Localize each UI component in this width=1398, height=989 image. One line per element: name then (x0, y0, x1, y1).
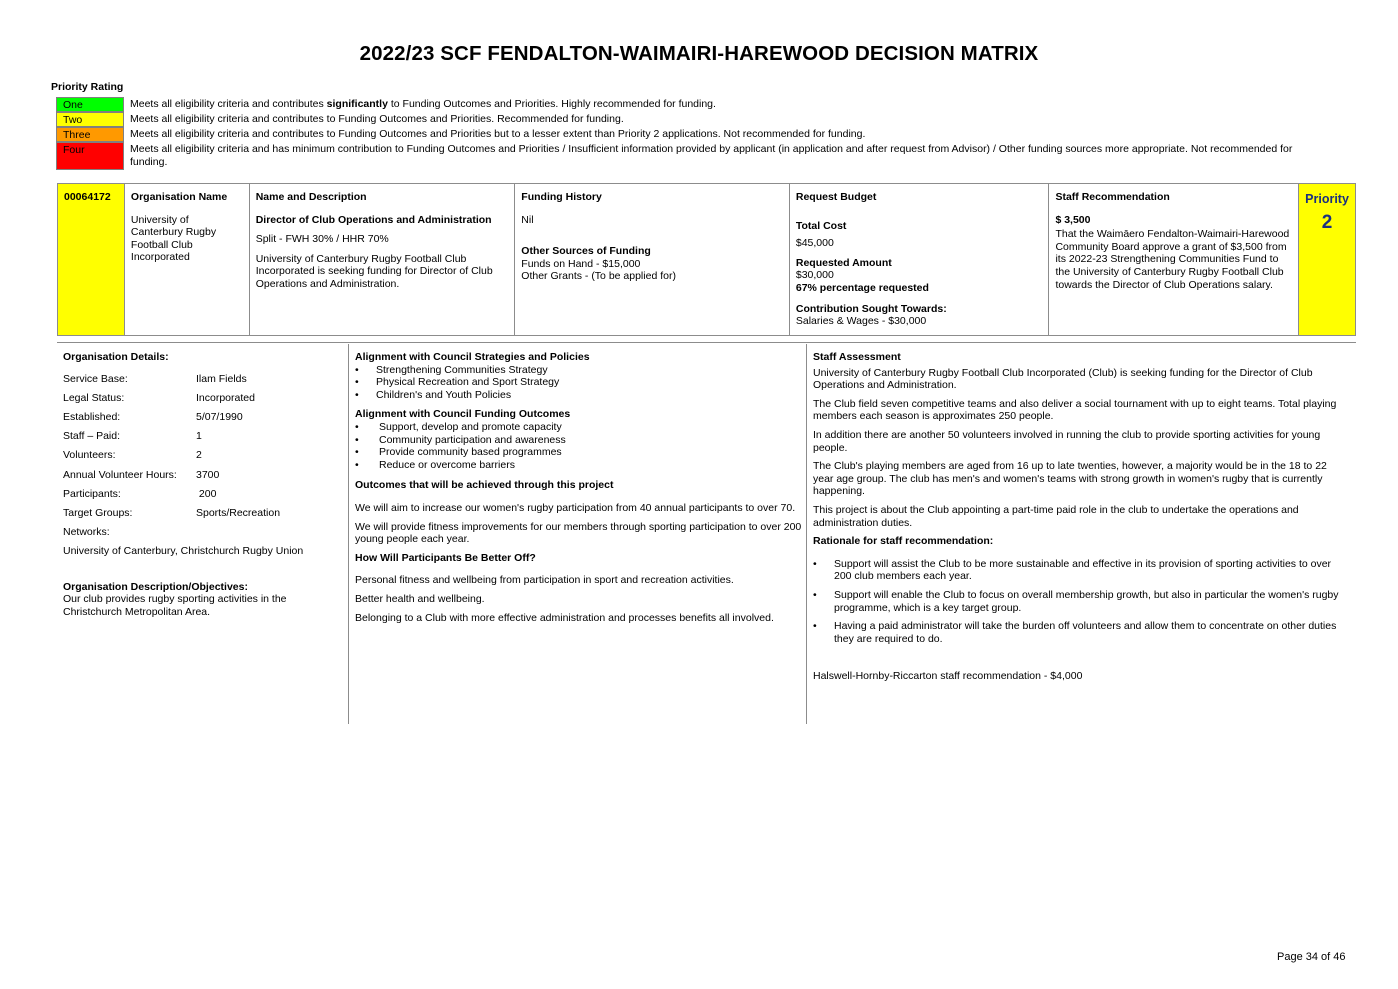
legend-text-one-bold: significantly (326, 98, 388, 110)
column-divider (348, 344, 349, 724)
detail-value: Ilam Fields (196, 372, 247, 385)
org-description: Our club provides rugby sporting activities in the Christchurch Metropolitan Area. (63, 593, 287, 619)
detail-value: 1 (196, 430, 202, 443)
funding-history-heading: Funding History (521, 191, 602, 203)
staff-recommendation-amount: $ 3,500 (1055, 213, 1091, 226)
legend-row-four (56, 142, 1316, 170)
requested-amount-label: Requested Amount (795, 256, 892, 269)
org-description-heading: Organisation Description/Objectives: (63, 580, 248, 593)
detail-row (63, 469, 343, 488)
detail-value: Incorporated (196, 391, 255, 404)
assessment-paragraph: University of Canterbury Rugby Football Club Incorporated (Club) is seeking funding for the Director of Club Operations and Administration. (813, 366, 1313, 392)
legend-row-one (56, 97, 1316, 112)
detail-row (63, 411, 343, 430)
rationale-heading: Rationale for staff recommendation: (813, 535, 994, 548)
list-item: • Provide community based programmes (355, 446, 803, 459)
alignment-section (355, 351, 803, 630)
detail-value: 200 (196, 487, 217, 500)
list-item: • Support will enable the Club to focus on overall membership growth, but also in particular the women's rugby programme, which is a key target group. (813, 589, 1349, 614)
achieved-heading: Outcomes that will be achieved through this project (355, 479, 614, 492)
legend-text-two: Meets all eligibility criteria and contributes to Funding Outcomes and Priorities. Recommended for funding. (130, 113, 624, 125)
staff-recommendation-text: That the Waimāero Fendalton-Waimairi-Harewood Community Board approve a grant of $3,500 from its 2022-23 Strengthening Communities Fund to the University of Canterbury Rugby Football Club towards the Director of Club Operations salary. (1055, 228, 1290, 291)
application-id: 00064172 (58, 184, 125, 335)
project-description: University of Canterbury Rugby Football Club Incorporated is seeking funding for Director of Club Operations and Administration. (255, 252, 493, 290)
legend-text-one (124, 97, 1316, 111)
detail-value: 5/07/1990 (196, 410, 243, 423)
staff-assessment-heading: Staff Assessment (813, 351, 901, 363)
detail-row (63, 507, 343, 526)
detail-value: 3700 (196, 468, 220, 481)
legend-row-three (56, 127, 1316, 142)
detail-row (63, 526, 343, 545)
detail-key: Service Base: (63, 372, 128, 385)
detail-value: 2 (196, 449, 202, 462)
legend-swatch-one: One (56, 97, 124, 112)
rationale-list (813, 558, 1349, 646)
total-cost-value: $45,000 (795, 237, 834, 250)
detail-row (63, 449, 343, 468)
contribution-value: Salaries & Wages - $30,000 (795, 315, 927, 328)
achieved-item: We will aim to increase our women's rugby participation from 40 annual participants to over 70. (355, 501, 796, 514)
other-source-item: Other Grants - (To be applied for) (521, 270, 676, 283)
outcomes-list (355, 421, 803, 471)
better-off-item: Belonging to a Club with more effective administration and processes benefits all involved. (355, 611, 774, 624)
list-item: • Reduce or overcome barriers (355, 459, 803, 472)
name-description-heading: Name and Description (255, 191, 367, 203)
other-board-recommendation: Halswell-Hornby-Riccarton staff recommendation - $4,000 (813, 670, 1083, 683)
funding-split: Split - FWH 30% / HHR 70% (255, 233, 389, 246)
page-title: 2022/23 SCF FENDALTON-WAIMAIRI-HAREWOOD DECISION MATRIX (359, 42, 1039, 65)
list-item: • Strengthening Communities Strategy (355, 364, 803, 377)
priority-legend (56, 97, 1316, 170)
detail-key: Networks: (63, 526, 110, 539)
legend-text-three: Meets all eligibility criteria and contributes to Funding Outcomes and Priorities but to a lesser extent than Priority 2 applications. Not recommended for funding. (130, 128, 866, 140)
legend-swatch-two: Two (56, 112, 124, 127)
staff-recommendation-cell (1049, 184, 1299, 335)
assessment-paragraph: This project is about the Club appointing a part-time paid role in the club to undertake the operations and administration duties. (813, 503, 1299, 529)
contribution-label: Contribution Sought Towards: (795, 302, 947, 315)
legend-text-one-pre: Meets all eligibility criteria and contributes (130, 98, 327, 110)
list-item: • Children's and Youth Policies (355, 389, 803, 402)
detail-key: Staff – Paid: (63, 430, 121, 443)
legend-text-four: Meets all eligibility criteria and has minimum contribution to Funding Outcomes and Priorities / Insufficient information provided by applicant (in application and after request from Advisor) / Other funding sources more appropriate. Not recommended for funding. (130, 143, 1293, 168)
section-divider (57, 342, 1356, 343)
achieved-item: We will provide fitness improvements for our members through sporting participation to over 200 young people each year. (355, 520, 802, 546)
org-details-heading: Organisation Details: (63, 351, 169, 363)
priority-label: Priority (1305, 192, 1349, 206)
priority-rating-heading: Priority Rating (51, 81, 124, 93)
org-name: University of Canterbury Rugby Football Club Incorporated (130, 213, 217, 264)
detail-key: Target Groups: (63, 506, 133, 519)
organisation-details (63, 351, 343, 619)
detail-row (63, 373, 343, 392)
org-name-cell (125, 184, 250, 335)
project-title: Director of Club Operations and Administration (255, 213, 492, 226)
detail-row (63, 430, 343, 449)
decision-matrix-row (57, 183, 1356, 336)
better-off-item: Better health and wellbeing. (355, 592, 485, 605)
better-off-heading: How Will Participants Be Better Off? (355, 551, 536, 564)
other-sources-heading: Other Sources of Funding (521, 245, 651, 258)
legend-row-two (56, 112, 1316, 127)
detail-key: Established: (63, 410, 121, 423)
detail-key: Legal Status: (63, 391, 125, 404)
assessment-paragraph: The Club's playing members are aged from 16 up to late twenties, however, a majority would be in the 18 to 22 year age group. The club has men's and women's teams with strong growth in women's rugby that is currently happening. (813, 460, 1327, 498)
detail-value: Sports/Recreation (196, 506, 281, 519)
funding-history-value: Nil (521, 213, 534, 226)
page-number: Page 34 of 46 (1277, 951, 1346, 963)
other-source-item: Funds on Hand - $15,000 (521, 257, 641, 270)
outcomes-heading: Alignment with Council Funding Outcomes (355, 408, 571, 421)
strategies-heading: Alignment with Council Strategies and Policies (355, 351, 590, 363)
legend-text-one-post: to Funding Outcomes and Priorities. Highly recommended for funding. (387, 98, 716, 110)
list-item: • Having a paid administrator will take the burden off volunteers and allow them to concentrate on other duties they are required to do. (813, 620, 1349, 645)
networks-value: University of Canterbury, Christchurch Rugby Union (63, 545, 304, 558)
assessment-paragraph: The Club field seven competitive teams and also deliver a social tournament with up to eight teams. Total playing members each season is approximates 250 people. (813, 397, 1337, 423)
detail-row (63, 488, 343, 507)
detail-key: Volunteers: (63, 449, 116, 462)
list-item: • Support, develop and promote capacity (355, 421, 803, 434)
better-off-item: Personal fitness and wellbeing from participation in sport and recreation activities. (355, 574, 734, 587)
percentage-requested: 67% percentage requested (795, 281, 929, 294)
request-budget-cell (790, 184, 1050, 335)
list-item: • Physical Recreation and Sport Strategy (355, 376, 803, 389)
total-cost-label: Total Cost (795, 219, 847, 232)
detail-key: Participants: (63, 487, 121, 500)
priority-value: 2 (1321, 212, 1333, 233)
priority-cell (1299, 184, 1355, 335)
column-divider (806, 344, 807, 724)
detail-row (63, 392, 343, 411)
assessment-paragraph: In addition there are another 50 volunteers involved in running the club to provide sporting activities for young people. (813, 428, 1321, 454)
strategies-list (355, 364, 803, 402)
list-item: • Community participation and awareness (355, 434, 803, 447)
funding-history-cell (515, 184, 790, 335)
request-budget-heading: Request Budget (795, 191, 877, 203)
staff-assessment-section (813, 351, 1349, 683)
legend-swatch-three: Three (56, 127, 124, 142)
org-name-heading: Organisation Name (130, 191, 228, 203)
detail-key: Annual Volunteer Hours: (63, 468, 177, 481)
staff-recommendation-heading: Staff Recommendation (1055, 191, 1170, 203)
legend-swatch-four: Four (56, 142, 124, 170)
requested-amount-value: $30,000 (795, 269, 834, 282)
list-item: • Support will assist the Club to be more sustainable and effective in its provision of sporting activities to over 200 club members each year. (813, 558, 1349, 583)
name-description-cell (250, 184, 516, 335)
